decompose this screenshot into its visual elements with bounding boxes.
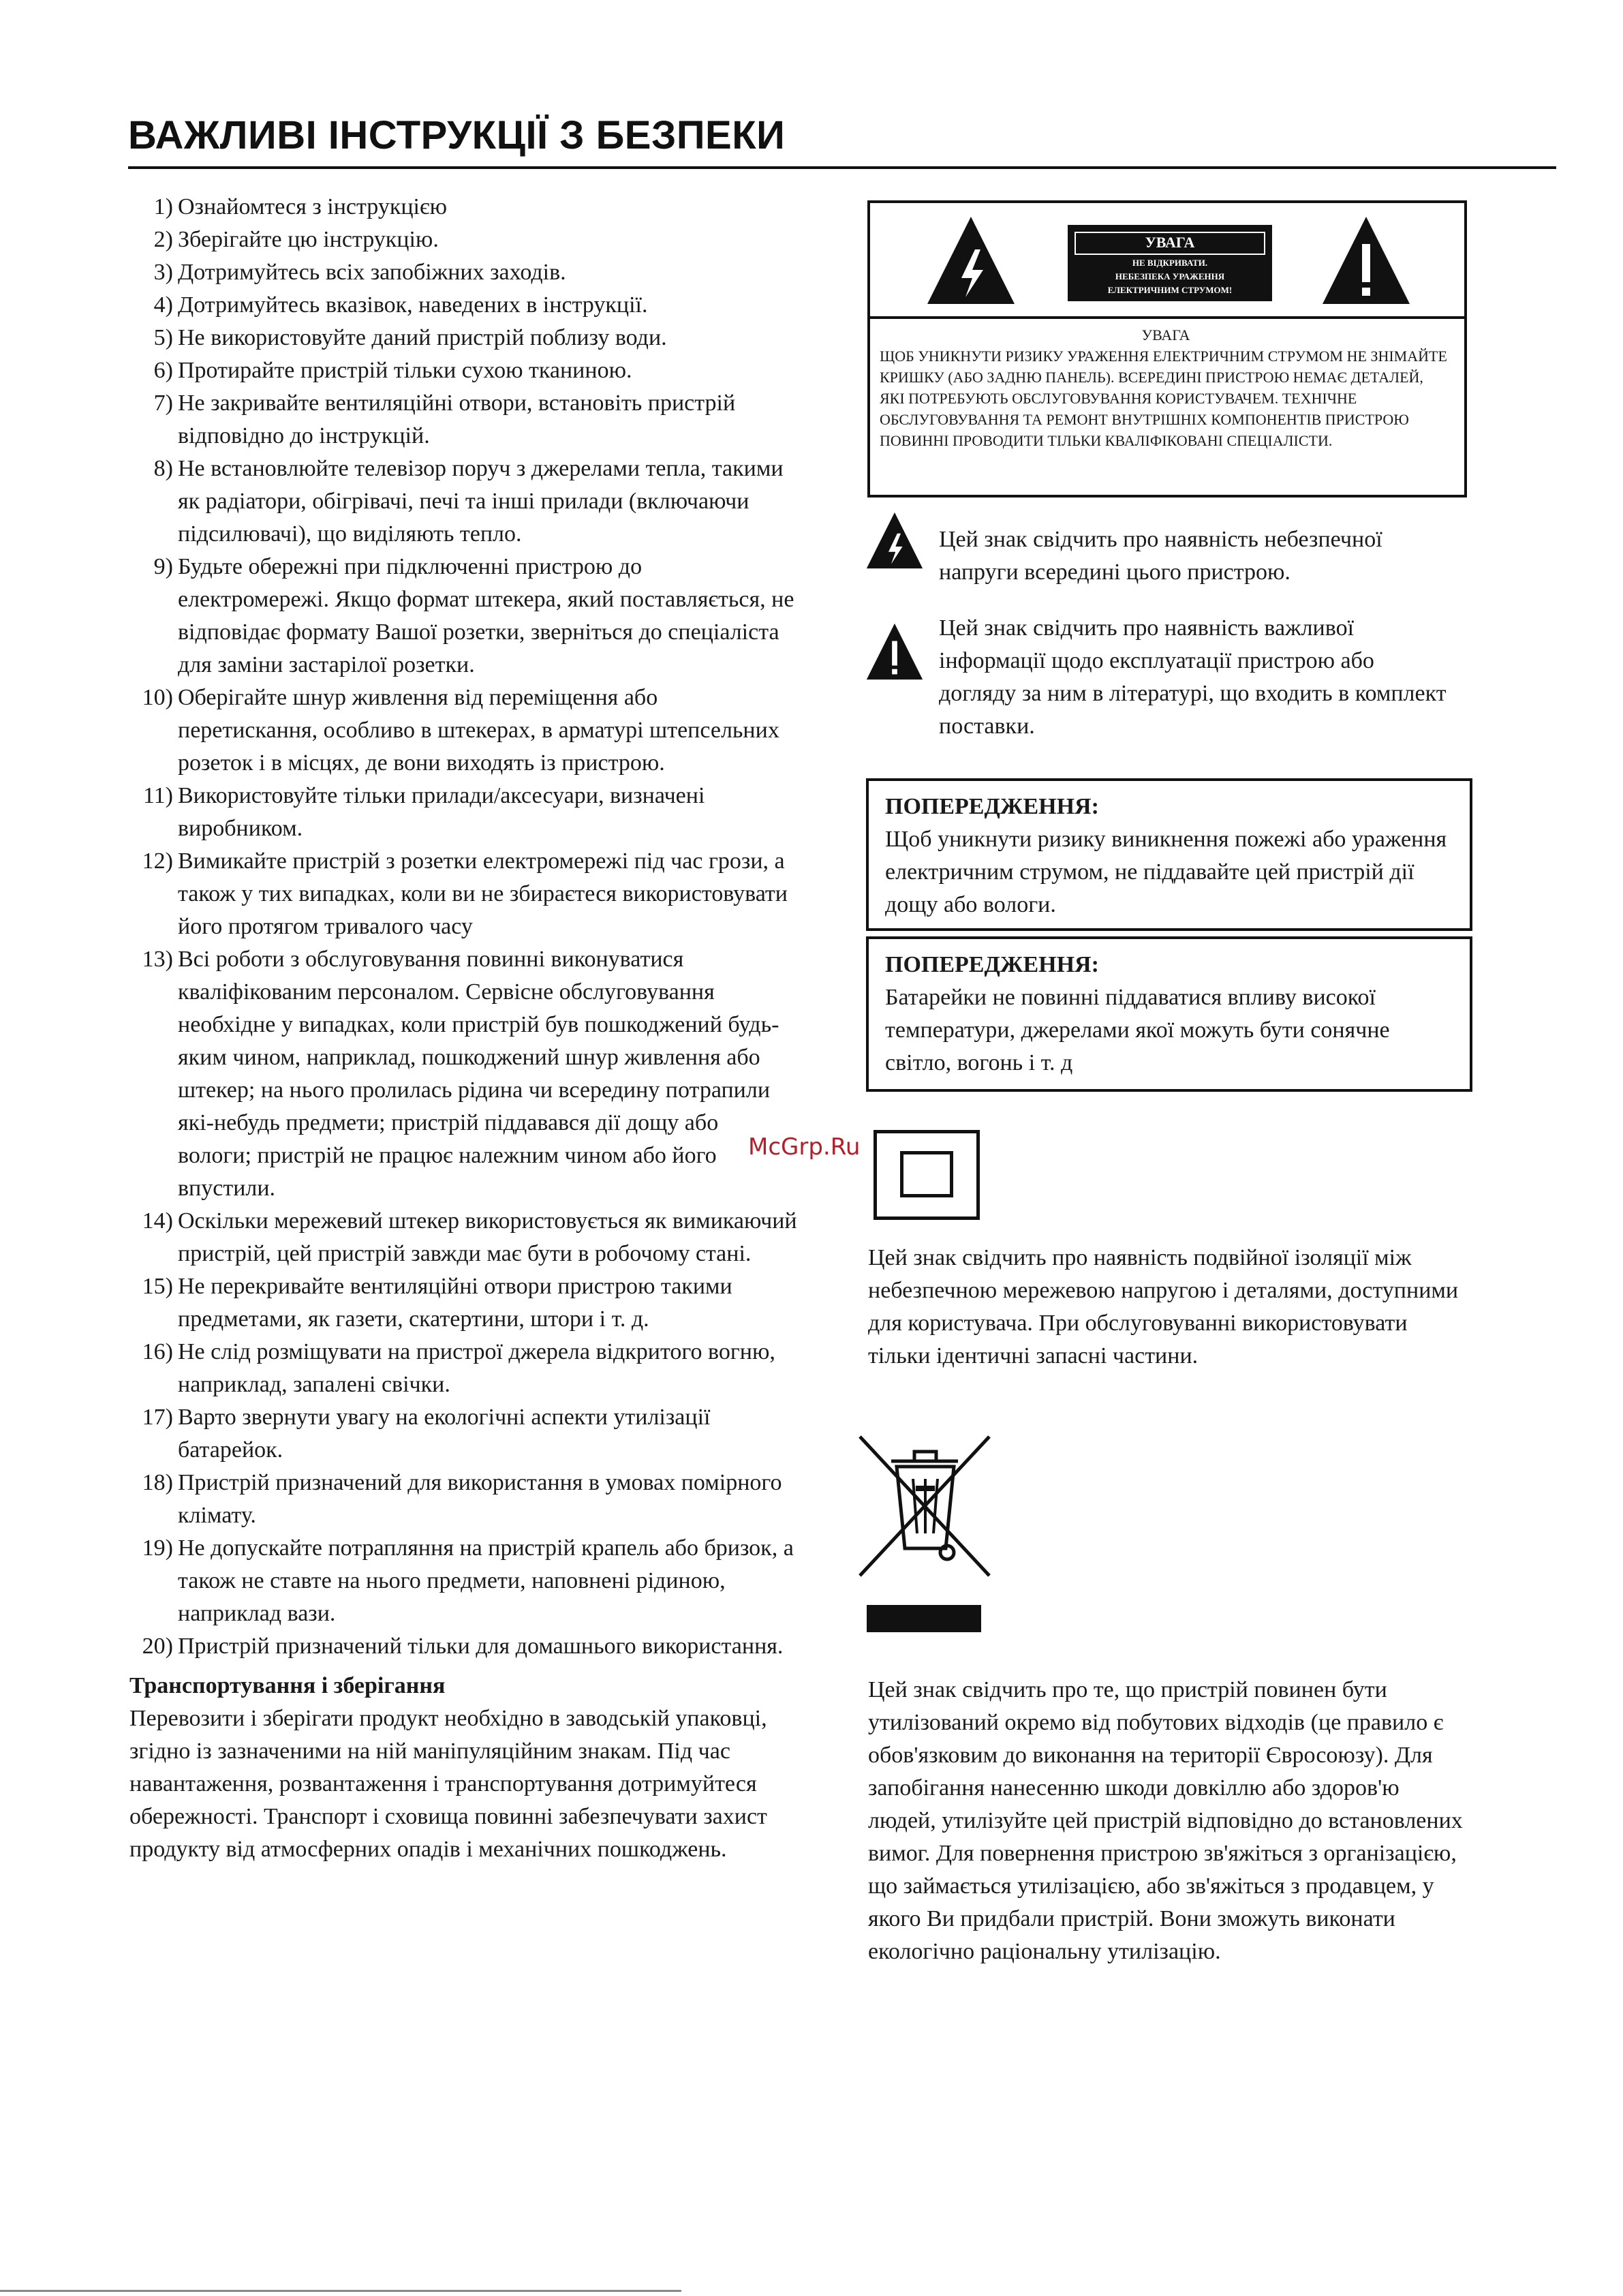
double-insulation-icon xyxy=(874,1130,980,1220)
item-number: 15) xyxy=(142,1274,173,1299)
item-number: 4) xyxy=(153,292,173,318)
instruction-list xyxy=(129,191,797,1663)
item-text: Будьте обережні при підключенні пристрою до електромережі. Якщо формат штекера, який поставляється, не відповідає формату Вашої розетки, зверніться до спеціаліста для заміни застарілої розетки. xyxy=(178,554,794,677)
bottom-rule xyxy=(0,2290,681,2292)
watermark: McGrp.Ru xyxy=(748,1133,861,1161)
title-rule xyxy=(128,166,1556,169)
item-text: Оскільки мережевий штекер використовується як вимикаючий пристрій, цей пристрій завжди має бути в робочому стані. xyxy=(178,1208,797,1266)
item-text: Пристрій призначений тільки для домашнього використання. xyxy=(178,1634,784,1659)
list-item xyxy=(129,256,797,289)
list-item xyxy=(129,551,797,682)
list-item xyxy=(129,354,797,387)
list-item xyxy=(129,289,797,322)
item-text: Не використовуйте даний пристрій поблизу води. xyxy=(178,325,667,350)
caution-lower xyxy=(880,324,1452,451)
item-text: Не допускайте потрапляння на пристрій крапель або бризок, а також не ставте на нього предмети, наповнені рідиною, наприклад вази. xyxy=(178,1535,794,1626)
list-item xyxy=(129,387,797,453)
item-number: 7) xyxy=(153,391,173,416)
item-number: 9) xyxy=(153,554,173,579)
item-text: Не перекривайте вентиляційні отвори пристрою такими предметами, як газети, скатертини, штори і т. д. xyxy=(178,1274,732,1332)
exclamation-warning-icon xyxy=(1318,213,1414,308)
item-text: Вимикайте пристрій з розетки електромережі під час грози, а також у тих випадках, коли ви не збираєтеся використовувати його протягом тривалого часу xyxy=(178,848,788,939)
list-item xyxy=(129,943,797,1205)
warning-box xyxy=(866,778,1472,931)
list-item xyxy=(129,1336,797,1401)
item-number: 5) xyxy=(153,325,173,350)
list-item xyxy=(129,1532,797,1630)
item-number: 6) xyxy=(153,358,173,383)
warning-box xyxy=(866,936,1472,1092)
list-item xyxy=(129,1467,797,1532)
item-text: Не встановлюйте телевізор поруч з джерелами тепла, такими як радіатори, обігрівачі, печі та інші прилади (включаючи підсилювачі), що виділяють тепло. xyxy=(178,456,784,547)
item-text: Дотримуйтесь вказівок, наведених в інструкції. xyxy=(178,292,648,318)
lightning-warning-icon xyxy=(923,213,1019,308)
item-number: 11) xyxy=(142,783,173,808)
double-insulation-text: Цей знак свідчить про наявність подвійної ізоляції між небезпечною мережевою напругою і деталями, доступними для користувача. При обслуговуванні використовувати тільки ідентичні запасні частини. xyxy=(868,1245,1459,1368)
item-text: Дотримуйтесь всіх запобіжних заходів. xyxy=(178,260,566,285)
item-text: Варто звернути увагу на екологічні аспекти утилізації батарейок. xyxy=(178,1405,711,1463)
item-number: 18) xyxy=(142,1470,173,1495)
item-number: 20) xyxy=(142,1634,173,1659)
caution-text: ЩОБ УНИКНУТИ РИЗИКУ УРАЖЕННЯ ЕЛЕКТРИЧНИМ СТРУМОМ НЕ ЗНІМАЙТЕ КРИШКУ (АБО ЗАДНЮ ПАНЕЛЬ). ВСЕРЕДИНІ ПРИСТРОЮ НЕМАЄ ДЕТАЛЕЙ, ЯКІ ПОТРЕБУЮТЬ ОБСЛУГОВУВАННЯ КОРИСТУВАЧЕМ. ТЕХНІЧНЕ ОБСЛУГОВУВАННЯ ТА РЕМОНТ ВНУТРІШНІХ КОМПОНЕНТІВ ПРИСТРОЮ ПОВИННІ ПРОВОДИТИ ТІЛЬКИ КВАЛІФІКОВАНІ СПЕЦІАЛІСТИ. xyxy=(880,348,1447,449)
item-number: 10) xyxy=(142,685,173,710)
voltage-symbol-text: Цей знак свідчить про наявність небезпечної напруги всередині цього пристрою. xyxy=(939,527,1382,585)
badge-line: НЕ ВІДКРИВАТИ. xyxy=(1132,258,1208,268)
weee-bar xyxy=(867,1605,981,1632)
caution-label-top xyxy=(870,203,1464,319)
caution-label xyxy=(867,200,1467,498)
item-number: 12) xyxy=(142,848,173,874)
page-title: ВАЖЛИВІ ІНСТРУКЦІЇ З БЕЗПЕКИ xyxy=(128,113,786,157)
list-item xyxy=(129,191,797,224)
badge-title: УВАГА xyxy=(1075,232,1265,255)
item-text: Не слід розміщувати на пристрої джерела відкритого вогню, наприклад, запалені свічки. xyxy=(178,1339,775,1397)
item-number: 8) xyxy=(153,456,173,481)
exclamation-warning-icon xyxy=(864,617,925,686)
item-number: 14) xyxy=(142,1208,173,1234)
item-text: Ознайомтеся з інструкцією xyxy=(178,194,448,219)
item-number: 16) xyxy=(142,1339,173,1364)
list-item xyxy=(129,224,797,256)
item-text: Зберігайте цю інструкцію. xyxy=(178,227,439,252)
crossed-bin-icon xyxy=(856,1431,992,1581)
warning-text: Щоб уникнути ризику виникнення пожежі або ураження електричним струмом, не піддавайте цей пристрій дії дощу або вологи. xyxy=(885,827,1447,917)
item-number: 2) xyxy=(153,227,173,252)
badge-line: НЕБЕЗПЕКА УРАЖЕННЯ xyxy=(1115,271,1225,281)
item-text: Всі роботи з обслуговування повинні виконуватися кваліфікованим персоналом. Сервісне обслуговування необхідне у випадках, коли пристрій був пошкоджений будь-яким чином, наприклад, пошкоджений шнур живлення або штекер; на нього пролилась рідина чи всередину потрапили які-небудь предмети; пристрій піддавався дії дощу або вологи; пристрій не працює належним чином або його впустили. xyxy=(178,947,779,1201)
info-symbol-text: Цей знак свідчить про наявність важливої інформації щодо експлуатації пристрою або догляду за ним в літературі, що входить в комплект поставки. xyxy=(939,615,1447,739)
badge-line: ЕЛЕКТРИЧНИМ СТРУМОМ! xyxy=(1107,285,1233,295)
item-number: 19) xyxy=(142,1535,173,1561)
item-text: Не закривайте вентиляційні отвори, встановіть пристрій відповідно до інструкцій. xyxy=(178,391,736,448)
warning-text: Батарейки не повинні піддаватися впливу високої температури, джерелами якої можуть бути сонячне світло, вогонь і т. д xyxy=(885,985,1390,1075)
item-number: 17) xyxy=(142,1405,173,1430)
list-item xyxy=(129,1630,797,1663)
left-column xyxy=(129,191,797,1866)
list-item xyxy=(129,1401,797,1467)
list-item xyxy=(129,682,797,780)
lightning-warning-icon xyxy=(864,510,925,571)
transport-heading: Транспортування і зберігання xyxy=(129,1673,446,1698)
item-text: Використовуйте тільки прилади/аксесуари, визначені виробником. xyxy=(178,783,705,841)
item-number: 1) xyxy=(153,194,173,219)
transport-text: Перевозити і зберігати продукт необхідно в заводській упаковці, згідно із зазначеними на ній маніпуляційним знакам. Під час навантаження, розвантаження і транспортування дотримуйтеся обережності. Транспорт і сховища повинні забезпечувати захист продукту від атмосферних опадів і механічних пошкоджень. xyxy=(129,1706,767,1862)
item-number: 13) xyxy=(142,947,173,972)
weee-text: Цей знак свідчить про те, що пристрій повинен бути утилізований окремо від побутових відходів (це правило є обов'язковим до виконання на території Євросоюзу). Для запобігання нанесенню шкоди довкіллю або здоров'ю людей, утилізуйте цей пристрій відповідно до встановлених вимог. Для повернення пристрою зв'яжіться з організацією, що займається утилізацією, або зв'яжіться з продавцем, у якого Ви придбали пристрій. Вони зможуть виконати екологічно раціональну утилізацію. xyxy=(868,1677,1463,1964)
list-item xyxy=(129,1205,797,1270)
item-text: Протирайте пристрій тільки сухою тканиною. xyxy=(178,358,632,383)
caution-badge xyxy=(1068,225,1272,301)
item-number: 3) xyxy=(153,260,173,285)
caution-heading: УВАГА xyxy=(1141,326,1190,343)
item-text: Оберігайте шнур живлення від переміщення або перетискання, особливо в штекерах, в арматурі штепсельних розеток і в місцях, де вони виходять із пристрою. xyxy=(178,685,779,776)
item-text: Пристрій призначений для використання в умовах помірного клімату. xyxy=(178,1470,782,1528)
list-item xyxy=(129,453,797,551)
warning-heading: ПОПЕРЕДЖЕННЯ: xyxy=(885,794,1099,819)
list-item xyxy=(129,1270,797,1336)
list-item xyxy=(129,780,797,845)
list-item xyxy=(129,322,797,354)
warning-heading: ПОПЕРЕДЖЕННЯ: xyxy=(885,952,1099,977)
list-item xyxy=(129,845,797,943)
